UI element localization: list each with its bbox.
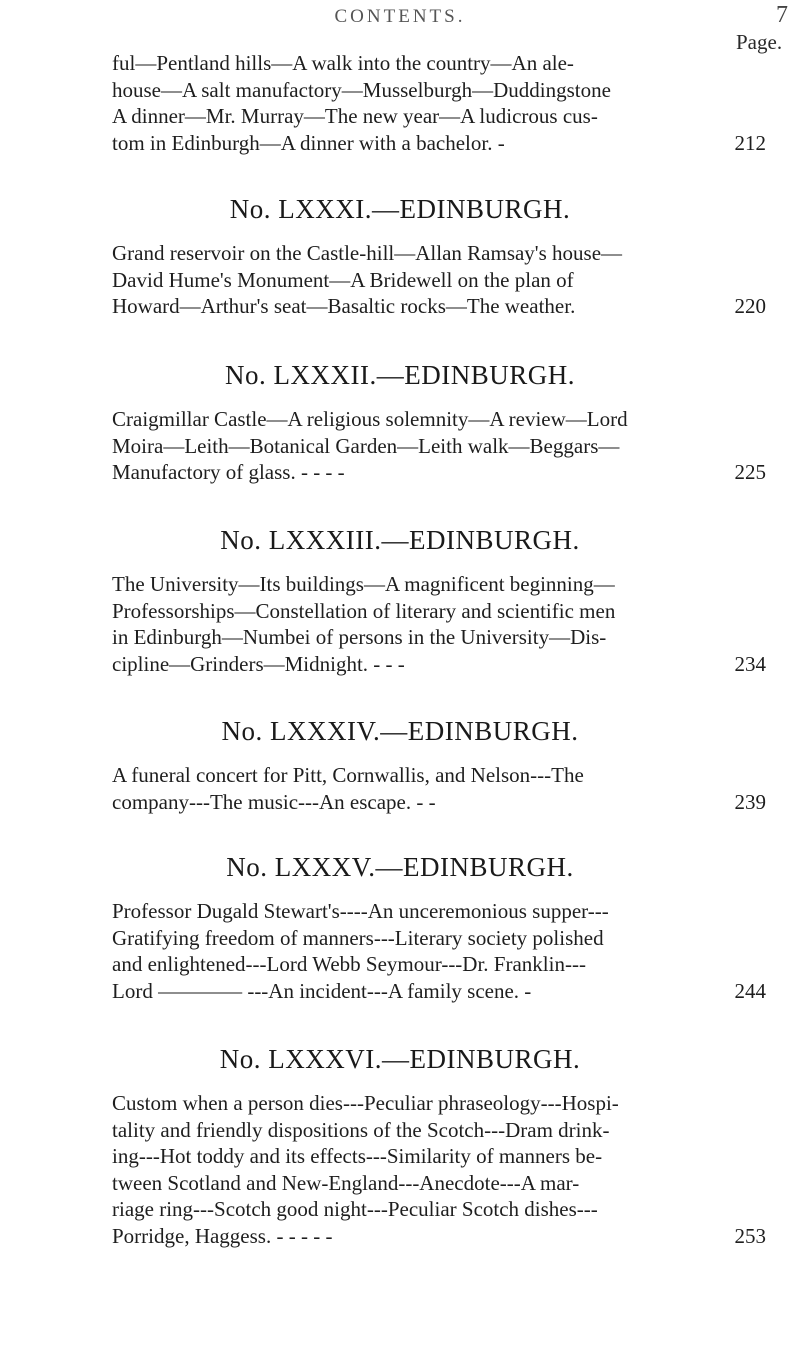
entry-last-line bbox=[112, 978, 766, 1005]
chapter-heading: No. LXXXII.—EDINBURGH. bbox=[225, 360, 575, 390]
page-number: 244 bbox=[734, 978, 766, 1003]
entry-line: and enlightened---Lord Webb Seymour---Dr. Franklin--- bbox=[112, 952, 586, 976]
entry-last-line bbox=[112, 293, 766, 320]
entry-line: Gratifying freedom of manners---Literary society polished bbox=[112, 925, 604, 950]
chapter-heading: No. LXXXI.—EDINBURGH. bbox=[229, 194, 571, 224]
page-number: 253 bbox=[734, 1223, 766, 1248]
page-column-label: Page. bbox=[736, 30, 783, 54]
chapter-heading: No. LXXXVI.—EDINBURGH. bbox=[219, 1044, 581, 1074]
entry-last-line bbox=[112, 1223, 766, 1250]
entry-line: cipline—Grinders—Midnight. - - - bbox=[112, 651, 405, 676]
entry-line: Manufactory of glass. - - - - bbox=[112, 460, 345, 484]
entry-last-line bbox=[112, 789, 766, 816]
entry-line: Porridge, Haggess. - - - - - bbox=[112, 1223, 333, 1248]
chapter-summary bbox=[112, 762, 766, 815]
page-number: 220 bbox=[734, 294, 766, 318]
page-number: 212 bbox=[734, 130, 766, 155]
chapter-heading: No. LXXXIII.—EDINBURGH. bbox=[220, 525, 580, 555]
entry-line: Craigmillar Castle—A religious solemnity—A review—Lord bbox=[112, 407, 628, 431]
entry-line: A funeral concert for Pitt, Cornwallis, and Nelson---The bbox=[112, 763, 584, 787]
chapter-summary bbox=[112, 1090, 766, 1249]
entry-line: tality and friendly dispositions of the Scotch---Dram drink- bbox=[112, 1117, 610, 1142]
chapter-heading: No. LXXXIV.—EDINBURGH. bbox=[221, 716, 579, 746]
entry-line: tom in Edinburgh—A dinner with a bachelor. - bbox=[112, 130, 505, 155]
entry-line: riage ring---Scotch good night---Peculiar Scotch dishes--- bbox=[112, 1197, 598, 1221]
entry-line: company---The music---An escape. - - bbox=[112, 789, 436, 814]
entry-line: Professor Dugald Stewart's----An unceremonious supper--- bbox=[112, 899, 609, 923]
entry-line: ing---Hot toddy and its effects---Similarity of manners be- bbox=[112, 1144, 603, 1168]
entry-line: Professorships—Constellation of literary and scientific men bbox=[112, 598, 616, 623]
entry-last-line bbox=[112, 130, 766, 157]
entry-line: tween Scotland and New-England---Anecdote---A mar- bbox=[112, 1170, 580, 1195]
page-number: 234 bbox=[734, 651, 766, 676]
entry-line: Custom when a person dies---Peculiar phraseology---Hospi- bbox=[112, 1091, 619, 1115]
entry-line: Lord ———— ---An incident---A family scene. - bbox=[112, 978, 532, 1003]
chapter-summary bbox=[112, 406, 766, 486]
page-number: 239 bbox=[734, 789, 766, 814]
entry-last-line bbox=[112, 651, 766, 678]
entry-line: Howard—Arthur's seat—Basaltic rocks—The weather. bbox=[112, 294, 576, 318]
folio: 7 bbox=[776, 2, 788, 28]
chapter-summary bbox=[112, 898, 766, 1004]
running-head: CONTENTS. bbox=[334, 6, 466, 27]
entry-line: Moira—Leith—Botanical Garden—Leith walk—Beggars— bbox=[112, 433, 620, 458]
entry-last-line bbox=[112, 459, 766, 486]
entry-line: ful—Pentland hills—A walk into the country—An ale- bbox=[112, 51, 574, 75]
continuation-entry bbox=[112, 50, 766, 156]
chapter-summary bbox=[112, 240, 766, 320]
entry-line: house—A salt manufactory—Musselburgh—Duddingstone bbox=[112, 77, 611, 102]
chapter-summary bbox=[112, 571, 766, 677]
page-number: 225 bbox=[734, 460, 766, 484]
entry-line: Grand reservoir on the Castle-hill—Allan Ramsay's house— bbox=[112, 241, 623, 265]
chapter-heading: No. LXXXV.—EDINBURGH. bbox=[226, 852, 574, 882]
entry-line: A dinner—Mr. Murray—The new year—A ludicrous cus- bbox=[112, 104, 598, 128]
entry-line: David Hume's Monument—A Bridewell on the plan of bbox=[112, 267, 574, 292]
entry-line: The University—Its buildings—A magnificent beginning— bbox=[112, 572, 615, 596]
entry-line: in Edinburgh—Numbei of persons in the University—Dis- bbox=[112, 625, 607, 649]
